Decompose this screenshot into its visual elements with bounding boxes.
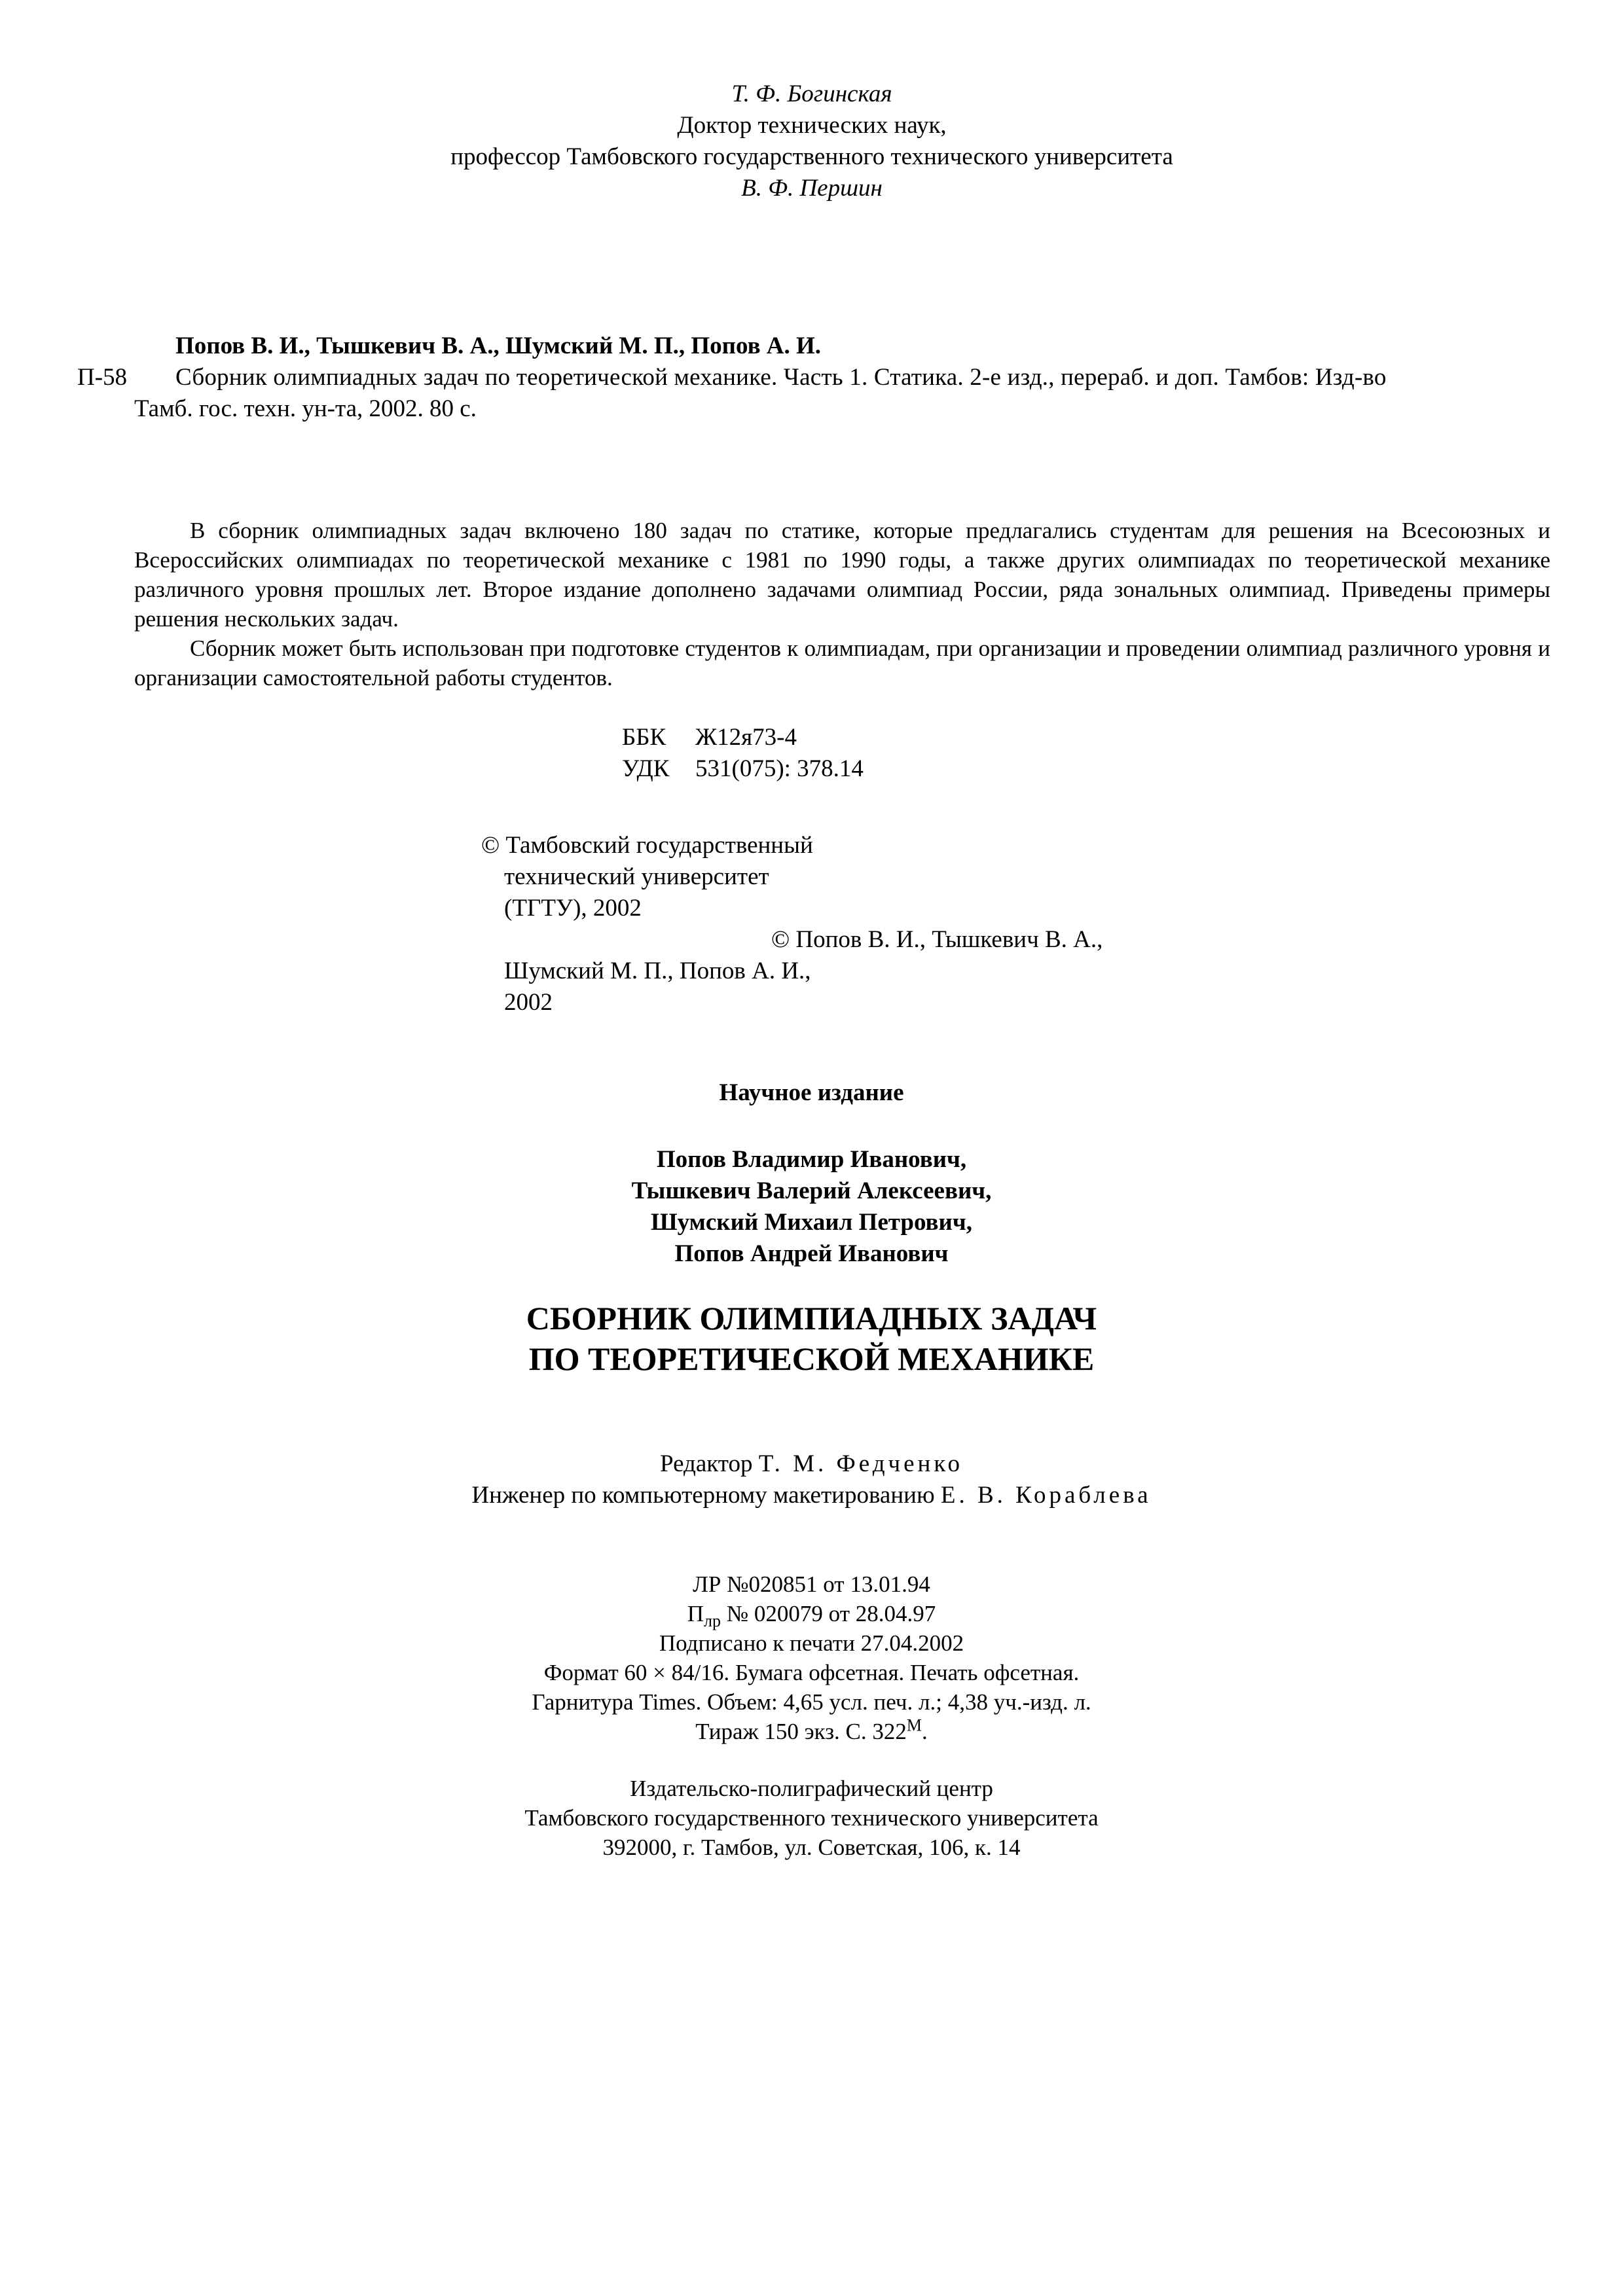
publisher-line-1: Издательско-полиграфический центр — [630, 1776, 993, 1801]
publisher-line-2: Тамбовского государственного технического университета — [524, 1805, 1099, 1831]
reviewer-position: профессор Тамбовского государственного технического университета — [450, 143, 1173, 170]
catalog-description-line-2: Тамб. гос. техн. ун-та, 2002. 80 с. — [134, 395, 477, 422]
copyright-line-6: 2002 — [504, 989, 553, 1016]
license-2-prefix: П — [687, 1601, 704, 1626]
reviewer-degree: Доктор технических наук, — [677, 112, 947, 139]
print-run-end: . — [922, 1719, 928, 1744]
udk-value: 531(075): 378.14 — [695, 755, 864, 782]
staff-block — [0, 1448, 1623, 1511]
udk-row — [622, 753, 864, 785]
publisher-block — [0, 1774, 1623, 1862]
imprint-block — [0, 1570, 1623, 1746]
typeface-volume: Гарнитура Times. Объем: 4,65 усл. печ. л.; 4,38 уч.-изд. л. — [532, 1689, 1091, 1715]
copyright-line-1: © Тамбовский государственный — [481, 832, 813, 859]
reviewer-1-name: Т. Ф. Богинская — [731, 81, 892, 107]
bbk-value: Ж12я73-4 — [695, 724, 797, 751]
author-full-2: Тышкевич Валерий Алексеевич, — [631, 1177, 992, 1204]
reviewers-block — [262, 79, 1362, 204]
license-2-sub: лр — [704, 1611, 721, 1630]
bbk-row — [622, 722, 864, 753]
catalog-code: П-58 — [77, 364, 128, 391]
license-1: ЛР №020851 от 13.01.94 — [693, 1571, 930, 1597]
print-run — [0, 1717, 1623, 1746]
license-2-rest: № 020079 от 28.04.97 — [721, 1601, 936, 1626]
udk-label: УДК — [622, 755, 670, 782]
copyright-line-3: (ТГТУ), 2002 — [504, 895, 642, 922]
annotation-paragraph-2: Сборник может быть использован при подготовке студентов к олимпиадам, при организации и проведении олимпиад различного уровня и организации самостоятельной работы студентов. — [134, 636, 1550, 691]
edition-type: Научное издание — [719, 1079, 904, 1106]
engineer-role: Инженер по компьютерному макетированию — [471, 1482, 935, 1509]
annotation-paragraph-1: В сборник олимпиадных задач включено 180 задач по статике, которые предлагались студентам для решения на Всесоюзных и Всероссийских олимпиадах по теоретической механике с 1981 по 1990 годы, а также других олимпиадах по теоретической механике различного уровня прошлых лет. Второе издание дополнено задачами олимпиад России, ряда зональных олимпиад. Приведены примеры решения нескольких задач. — [134, 518, 1550, 632]
copyright-line-4: © Попов В. И., Тышкевич В. А., — [771, 926, 1103, 953]
license-2 — [0, 1599, 1623, 1628]
book-title-line-2: ПО ТЕОРЕТИЧЕСКОЙ МЕХАНИКЕ — [528, 1340, 1095, 1377]
editor-row — [0, 1448, 1623, 1480]
copyright-line-2: технический университет — [504, 863, 769, 890]
signed-date: Подписано к печати 27.04.2002 — [659, 1630, 964, 1656]
bbk-label: ББК — [622, 724, 666, 751]
catalog-authors: Попов В. И., Тышкевич В. А., Шумский М. П., Попов А. И. — [175, 332, 822, 359]
editor-role: Редактор — [660, 1450, 753, 1477]
author-full-4: Попов Андрей Иванович — [674, 1240, 949, 1267]
paper-format: Формат 60 × 84/16. Бумага офсетная. Печать офсетная. — [543, 1660, 1080, 1685]
editor-name: Т. М. Федченко — [758, 1450, 963, 1477]
book-title-line-1: СБОРНИК ОЛИМПИАДНЫХ ЗАДАЧ — [526, 1300, 1097, 1336]
annotation — [134, 516, 1550, 692]
authors-full-list — [0, 1144, 1623, 1270]
catalog-description-line-1: Сборник олимпиадных задач по теоретической механике. Часть 1. Статика. 2-е изд., перераб. и доп. Тамбов: Изд-во — [175, 364, 1387, 391]
author-full-1: Попов Владимир Иванович, — [656, 1146, 967, 1173]
classification-codes — [622, 722, 864, 785]
print-run-sup: M — [906, 1715, 922, 1735]
publisher-line-3: 392000, г. Тамбов, ул. Советская, 106, к. 14 — [602, 1835, 1021, 1860]
engineer-name: Е. В. Кораблева — [940, 1482, 1152, 1509]
engineer-row — [0, 1480, 1623, 1511]
copyright-line-5: Шумский М. П., Попов А. И., — [504, 958, 811, 984]
print-run-text: Тираж 150 экз. С. 322 — [695, 1719, 907, 1744]
catalog-description — [175, 362, 1550, 393]
author-full-3: Шумский Михаил Петрович, — [651, 1209, 972, 1236]
book-title — [0, 1298, 1623, 1379]
reviewer-2-name: В. Ф. Першин — [741, 175, 883, 202]
